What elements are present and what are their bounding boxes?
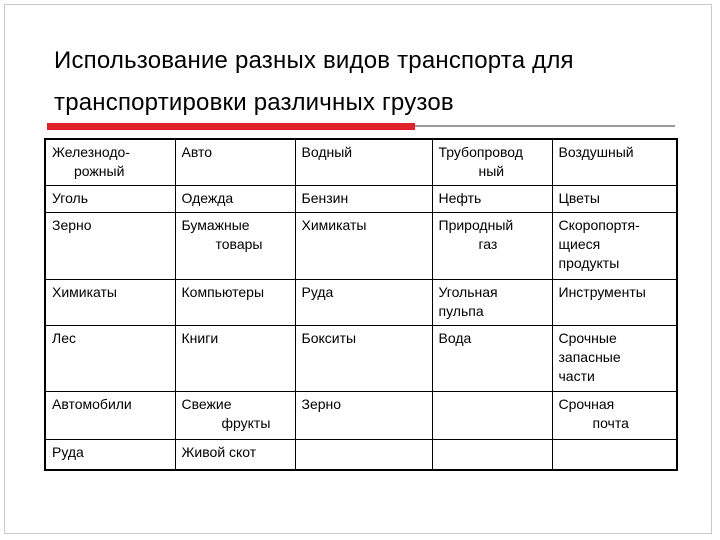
- title-rule-line: [415, 125, 675, 127]
- header-cell-auto: Авто: [175, 139, 295, 186]
- table-cell: [295, 440, 432, 471]
- table-cell: Уголь: [45, 186, 175, 213]
- table-cell: Срочные запасные части: [552, 326, 677, 392]
- table-cell: [432, 440, 552, 471]
- table-row: [45, 440, 677, 471]
- table-cell: Нефть: [432, 186, 552, 213]
- table-cell: Природный газ: [432, 213, 552, 280]
- table-row: [45, 326, 677, 392]
- table-cell: Бензин: [295, 186, 432, 213]
- table-cell: [432, 392, 552, 440]
- title-accent-bar: [47, 123, 415, 130]
- table-row: [45, 392, 677, 440]
- table-cell: Лес: [45, 326, 175, 392]
- table-cell: Химикаты: [45, 280, 175, 326]
- table-cell: Зерно: [295, 392, 432, 440]
- table-cell: Одежда: [175, 186, 295, 213]
- header-cell-rail: Железнодо- рожный: [45, 139, 175, 186]
- table-cell: Вода: [432, 326, 552, 392]
- slide-title: [54, 40, 694, 124]
- table-cell: Инструменты: [552, 280, 677, 326]
- table-cell: Книги: [175, 326, 295, 392]
- table-cell: Компьютеры: [175, 280, 295, 326]
- table-cell: Автомобили: [45, 392, 175, 440]
- table-header-row: [45, 139, 677, 186]
- table-row: [45, 213, 677, 280]
- table-cell: Угольная пульпа: [432, 280, 552, 326]
- table-cell: Скоропортя- щиеся продукты: [552, 213, 677, 280]
- header-cell-air: Воздушный: [552, 139, 677, 186]
- table-cell: Цветы: [552, 186, 677, 213]
- table-cell: Бумажные товары: [175, 213, 295, 280]
- table-row: [45, 280, 677, 326]
- table-cell: Зерно: [45, 213, 175, 280]
- table-cell: Бокситы: [295, 326, 432, 392]
- table-cell: Химикаты: [295, 213, 432, 280]
- header-cell-pipeline: Трубопровод ный: [432, 139, 552, 186]
- transport-cargo-table: [44, 138, 678, 471]
- table-cell: [552, 440, 677, 471]
- table-cell: Руда: [45, 440, 175, 471]
- table-cell: Свежие фрукты: [175, 392, 295, 440]
- table-cell: Руда: [295, 280, 432, 326]
- header-cell-water: Водный: [295, 139, 432, 186]
- table-row: [45, 186, 677, 213]
- table-cell: Живой скот: [175, 440, 295, 471]
- table-cell: Срочная почта: [552, 392, 677, 440]
- title-line-2: транспортировки различных грузов: [54, 89, 454, 116]
- title-line-1: Использование разных видов транспорта для: [54, 47, 574, 74]
